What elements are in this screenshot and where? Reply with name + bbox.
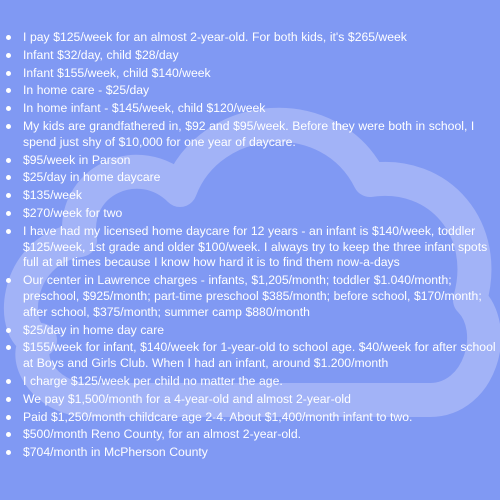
list-item: Our center in Lawrence charges - infants, $1,205/month; toddler $1.040/month; preschool, $925/month; part-time preschool $385/month; before school, $170/month; after school, $375/month; summer camp $880/month: [6, 273, 496, 320]
list-item: My kids are grandfathered in, $92 and $95/week. Before they were both in school, I spend just shy of $10,000 for one year of daycare.: [6, 119, 496, 151]
list-item: $500/month Reno County, for an almost 2-year-old.: [6, 427, 496, 443]
list-item: We pay $1,500/month for a 4-year-old and almost 2-year-old: [6, 392, 496, 408]
list-item: I have had my licensed home daycare for 12 years - an infant is $140/week, toddler $125/week, 1st grade and older $100/week. I always try to keep the three infant spots full at all times because I know how hard it is to find them now-a-days: [6, 224, 496, 271]
list-item: $704/month in McPherson County: [6, 445, 496, 461]
list-item: $95/week in Parson: [6, 153, 496, 169]
pricing-list-container: [6, 30, 496, 463]
list-item: Infant $155/week, child $140/week: [6, 66, 496, 82]
list-item: I charge $125/week per child no matter the age.: [6, 374, 496, 390]
list-item: In home infant - $145/week, child $120/week: [6, 101, 496, 117]
list-item: $25/day in home daycare: [6, 170, 496, 186]
list-item: $155/week for infant, $140/week for 1-year-old to school age. $40/week for after school at Boys and Girls Club. When I had an infant, around $1.200/month: [6, 340, 496, 372]
pricing-list: [6, 30, 496, 461]
list-item: $25/day in home day care: [6, 323, 496, 339]
list-item: $270/week for two: [6, 206, 496, 222]
list-item: Paid $1,250/month childcare age 2-4. About $1,400/month infant to two.: [6, 410, 496, 426]
list-item: I pay $125/week for an almost 2-year-old. For both kids, it's $265/week: [6, 30, 496, 46]
list-item: In home care - $25/day: [6, 83, 496, 99]
list-item: $135/week: [6, 188, 496, 204]
list-item: Infant $32/day, child $28/day: [6, 48, 496, 64]
